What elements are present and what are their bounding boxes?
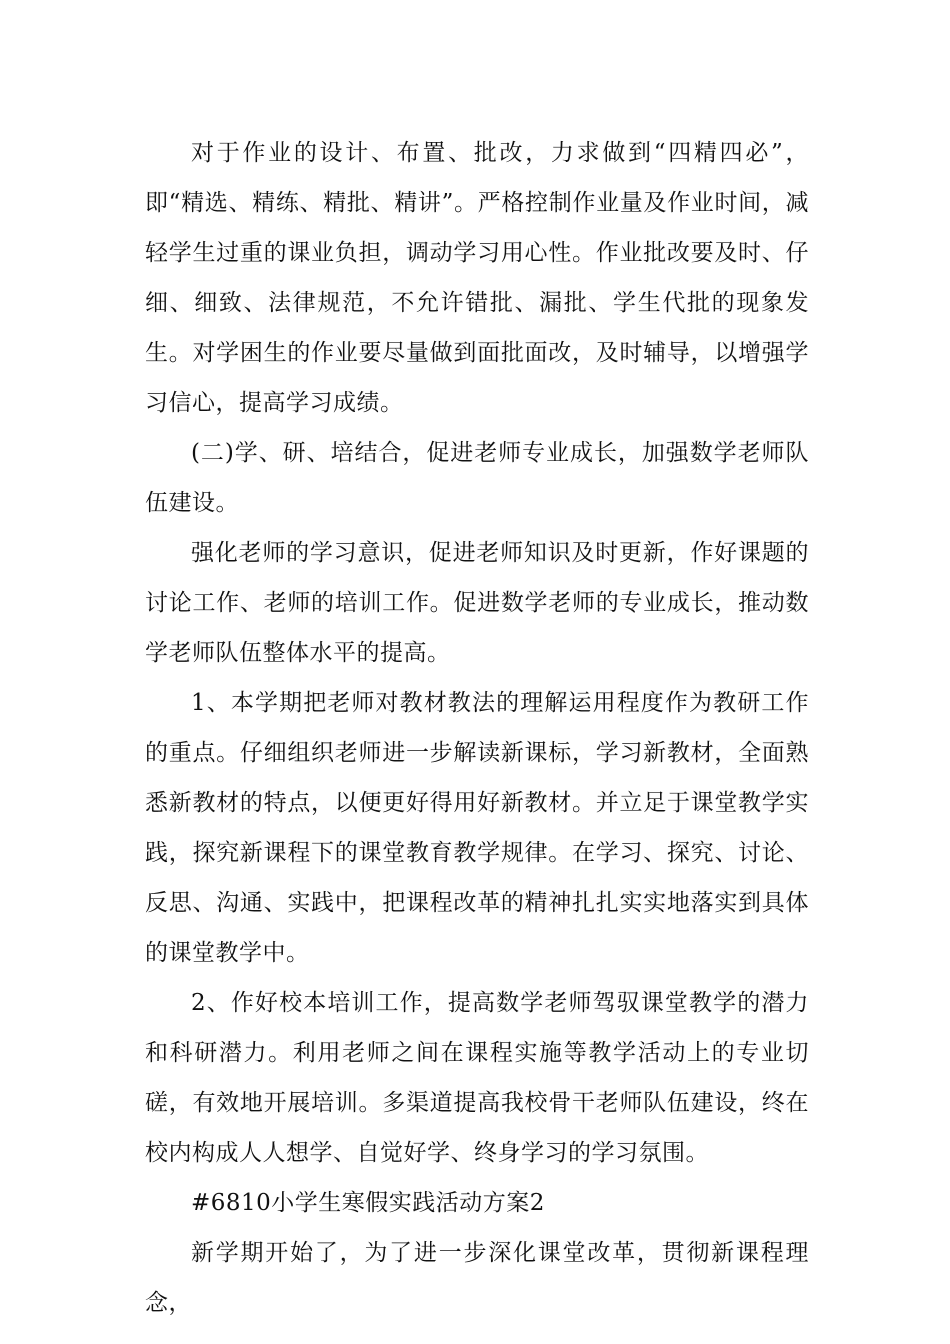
section-heading-teacher-growth: (二)学、研、培结合，促进老师专业成长，加强数学老师队伍建设。 xyxy=(145,440,809,516)
paragraph-new-semester: 新学期开始了，为了进一步深化课堂改革，贯彻新课程理念， xyxy=(145,1240,809,1316)
document-title-plan-2: #6810小学生寒假实践活动方案2 xyxy=(191,1190,545,1216)
paragraph-homework: 对于作业的设计、布置、批改，力求做到“四精四必”，即“精选、精练、精批、精讲”。严格控制作业量及作业时间，减轻学生过重的课业负担，调动学习用心性。作业批改要及时、仔细、细致、法律规范，不允许错批、漏批、学生代批的现象发生。对学困生的作业要尽量做到面批面改，及时辅导，以增强学习信心，提高学习成绩。 xyxy=(145,140,809,416)
paragraph-item-1: 1、本学期把老师对教材教法的理解运用程度作为教研工作的重点。仔细组织老师进一步解读新课标，学习新教材，全面熟悉新教材的特点，以便更好得用好新教材。并立足于课堂教学实践，探究新课程下的课堂教育教学规律。在学习、探究、讨论、反思、沟通、实践中，把课程改革的精神扎扎实实地落实到具体的课堂教学中。 xyxy=(145,690,809,966)
document-body xyxy=(145,128,809,1328)
paragraph-learning-awareness: 强化老师的学习意识，促进老师知识及时更新，作好课题的讨论工作、老师的培训工作。促进数学老师的专业成长，推动数学老师队伍整体水平的提高。 xyxy=(145,540,809,666)
paragraph-item-2: 2、作好校本培训工作，提高数学老师驾驭课堂教学的潜力和科研潜力。利用老师之间在课程实施等教学活动上的专业切磋，有效地开展培训。多渠道提高我校骨干老师队伍建设，终在校内构成人人想学、自觉好学、终身学习的学习氛围。 xyxy=(145,990,809,1166)
